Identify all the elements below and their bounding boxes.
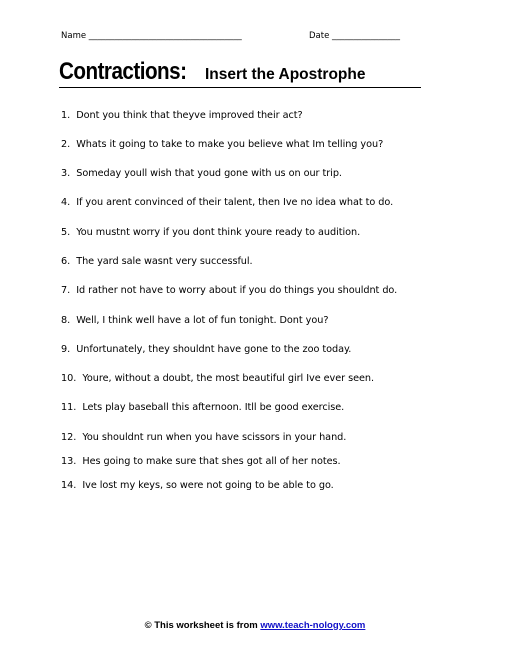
footer-link[interactable]: www.teach-nology.com: [260, 620, 366, 631]
title-subtitle: Insert the Apostrophe: [205, 66, 366, 83]
question-text: You mustnt worry if you dont think youre ready to audition.: [76, 227, 361, 238]
question-text: Youre, without a doubt, the most beautiful girl Ive ever seen.: [82, 373, 375, 384]
question-text: The yard sale wasnt very successful.: [76, 256, 253, 267]
question-item: [61, 285, 397, 296]
question-text: Id rather not have to worry about if you do things you shouldnt do.: [76, 285, 398, 296]
question-item: [61, 373, 374, 384]
question-number: 14.: [61, 480, 77, 491]
footer-prefix: © This worksheet is from: [144, 620, 261, 631]
question-item: [61, 456, 341, 467]
question-item: [61, 432, 346, 443]
question-text: Ive lost my keys, so were not going to be able to go.: [82, 480, 334, 491]
page-title: [59, 60, 421, 88]
question-item: [61, 256, 253, 267]
question-number: 3.: [61, 168, 71, 179]
question-text: If you arent convinced of their talent, then Ive no idea what to do.: [76, 197, 394, 208]
title-main: Contractions:: [59, 58, 187, 85]
question-item: [61, 110, 303, 121]
footer-credit: [0, 620, 510, 631]
question-text: Whats it going to take to make you believe what Im telling you?: [76, 139, 384, 150]
header-row: [61, 31, 401, 41]
question-text: Well, I think well have a lot of fun tonight. Dont you?: [76, 315, 329, 326]
question-text: Dont you think that theyve improved their act?: [76, 110, 303, 121]
question-number: 9.: [61, 344, 71, 355]
question-text: Someday youll wish that youd gone with us on our trip.: [76, 168, 342, 179]
question-number: 8.: [61, 315, 71, 326]
question-item: [61, 227, 360, 238]
question-number: 1.: [61, 110, 71, 121]
question-number: 10.: [61, 373, 77, 384]
question-item: [61, 402, 344, 413]
question-item: [61, 139, 383, 150]
question-text: Unfortunately, they shouldnt have gone to the zoo today.: [76, 344, 352, 355]
question-number: 7.: [61, 285, 71, 296]
question-text: Lets play baseball this afternoon. Itll be good exercise.: [82, 402, 345, 413]
question-number: 12.: [61, 432, 77, 443]
date-field[interactable]: Date ________________: [309, 31, 401, 41]
question-number: 6.: [61, 256, 71, 267]
question-number: 2.: [61, 139, 71, 150]
name-field[interactable]: Name ____________________________________: [61, 31, 242, 41]
question-item: [61, 315, 328, 326]
question-text: Hes going to make sure that shes got all of her notes.: [82, 456, 341, 467]
question-item: [61, 480, 334, 491]
question-number: 5.: [61, 227, 71, 238]
question-text: You shouldnt run when you have scissors in your hand.: [82, 432, 347, 443]
question-item: [61, 344, 351, 355]
question-number: 11.: [61, 402, 77, 413]
question-item: [61, 197, 393, 208]
question-item: [61, 168, 342, 179]
question-number: 4.: [61, 197, 71, 208]
question-number: 13.: [61, 456, 77, 467]
